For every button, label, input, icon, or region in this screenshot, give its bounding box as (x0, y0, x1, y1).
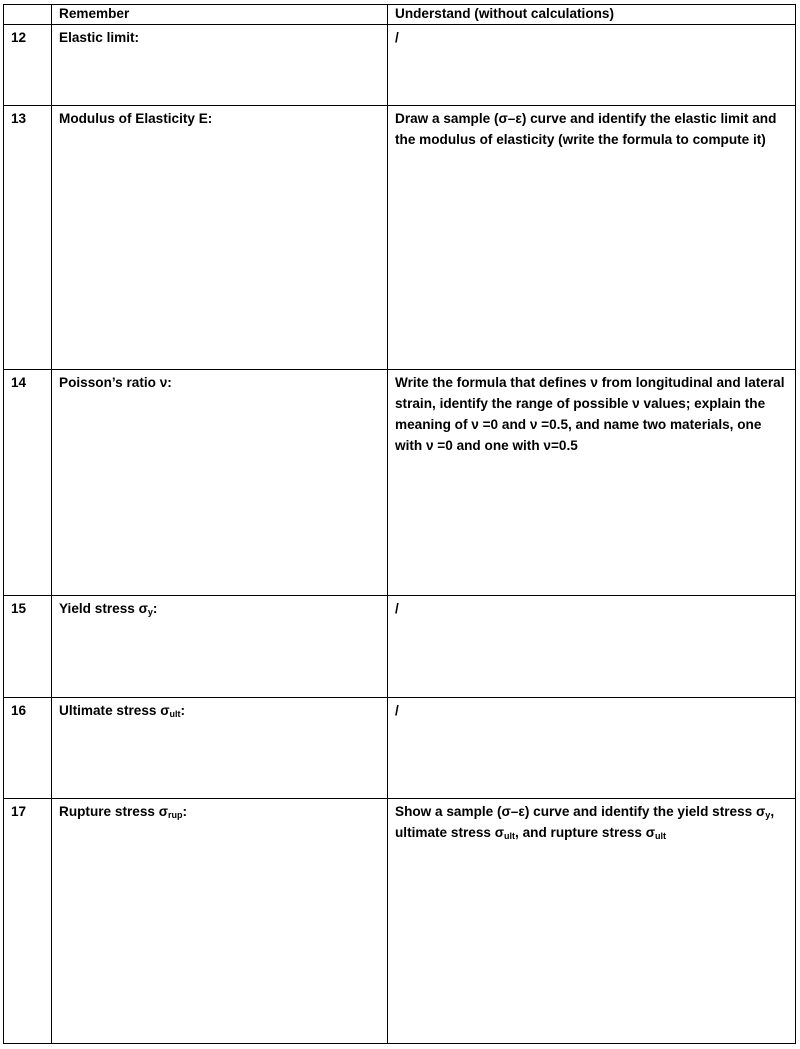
understand-cell[interactable] (388, 370, 796, 596)
remember-cell[interactable] (52, 799, 388, 1044)
row-number-cell (4, 25, 52, 106)
understand-cell[interactable] (388, 106, 796, 370)
understand-prompt: / (395, 703, 399, 718)
remember-cell[interactable] (52, 596, 388, 698)
row-number-cell (4, 596, 52, 698)
header-understand: Understand (without calculations) (395, 6, 615, 21)
row-number: 15 (11, 601, 27, 616)
remember-term-colon: : (152, 601, 158, 616)
remember-term: Modulus of Elasticity E: (59, 111, 213, 126)
remember-cell[interactable] (52, 370, 388, 596)
table-row (4, 106, 796, 370)
row-number: 17 (11, 804, 27, 819)
understand-cell[interactable] (388, 698, 796, 799)
table-row (4, 25, 796, 106)
remember-term: Poisson’s ratio ν: (59, 375, 172, 390)
understand-prompt: / (395, 30, 399, 45)
table-row (4, 799, 796, 1044)
row-number-cell (4, 698, 52, 799)
remember-term-text: Yield stress σ (59, 601, 148, 616)
understand-cell[interactable] (388, 596, 796, 698)
table-row (4, 370, 796, 596)
remember-term-colon: : (182, 804, 188, 819)
remember-term-text: Rupture stress σ (59, 804, 169, 819)
table-row (4, 596, 796, 698)
subscript: y (147, 607, 153, 617)
understand-prompt: / (395, 601, 399, 616)
understand-cell[interactable] (388, 25, 796, 106)
row-number-cell (4, 799, 52, 1044)
prompt-text: , and rupture stress σ (515, 825, 656, 840)
remember-cell[interactable] (52, 25, 388, 106)
subscript: ult (504, 831, 516, 841)
table-row (4, 698, 796, 799)
row-number: 13 (11, 111, 27, 126)
remember-cell[interactable] (52, 698, 388, 799)
remember-term (59, 703, 185, 718)
understand-prompt: Write the formula that defines ν from longitudinal and lateral strain, identify the range of possible ν values; explain the meaning of ν =0 and ν =0.5, and name two materials, one with ν =0 and one with ν=0.5 (395, 375, 785, 453)
header-remember: Remember (59, 6, 130, 21)
understand-prompt: Draw a sample (σ–ε) curve and identify the elastic limit and the modulus of elasticity (write the formula to compute it) (395, 111, 777, 147)
remember-term (59, 804, 187, 819)
header-remember-cell (52, 5, 388, 25)
header-number-cell (4, 5, 52, 25)
row-number: 16 (11, 703, 27, 718)
understand-cell[interactable] (388, 799, 796, 1044)
remember-term: Elastic limit: (59, 30, 140, 45)
row-number: 12 (11, 30, 27, 45)
subscript: rup (168, 810, 183, 820)
row-number-cell (4, 106, 52, 370)
subscript: ult (655, 831, 667, 841)
prompt-text: , ultimate stress σ (395, 804, 775, 840)
header-understand-cell (388, 5, 796, 25)
remember-term (59, 601, 157, 616)
prompt-text: Show a sample (σ–ε) curve and identify the yield stress σ (395, 804, 766, 819)
remember-term-colon: : (180, 703, 186, 718)
row-number: 14 (11, 375, 27, 390)
understand-prompt (395, 804, 774, 840)
remember-cell[interactable] (52, 106, 388, 370)
remember-term-text: Ultimate stress σ (59, 703, 170, 718)
header-row (4, 5, 796, 25)
row-number-cell (4, 370, 52, 596)
subscript: ult (169, 709, 181, 719)
subscript: y (765, 810, 771, 820)
worksheet-table (3, 4, 796, 1044)
